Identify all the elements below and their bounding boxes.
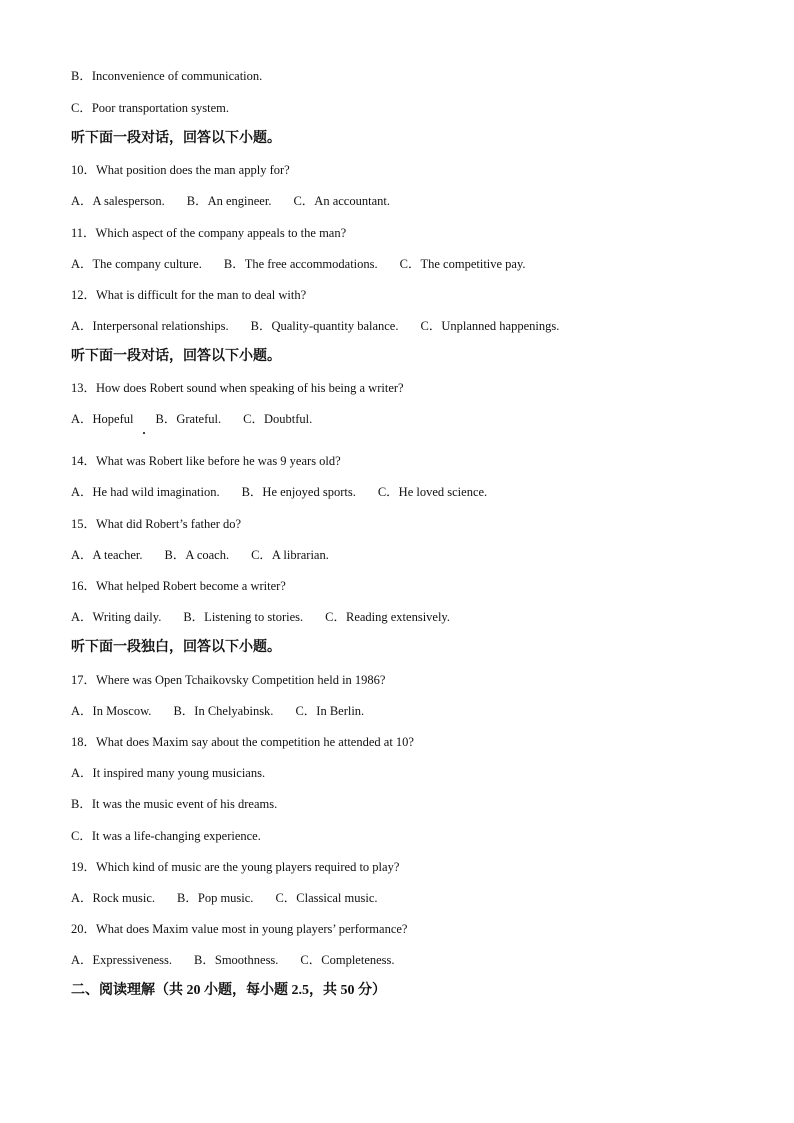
answer-options-row <box>71 256 774 272</box>
question-text: 14．What was Robert like before he was 9 years old? <box>71 454 341 468</box>
answer-option: A．Expressiveness. <box>71 953 173 967</box>
question-text: 18．What does Maxim say about the competition he attended at 10? <box>71 735 414 749</box>
answer-option: B．The free accommodations. <box>223 257 378 271</box>
answer-option: A．He had wild imagination. <box>71 485 220 499</box>
answer-options-row <box>71 609 774 625</box>
answer-option: B．He enjoyed sports. <box>241 485 356 499</box>
answer-option: A．The company culture. <box>71 257 202 271</box>
section-heading: 二、阅读理解（共 20 小题，每小题 2.5，共 50 分） <box>71 983 386 998</box>
answer-option: C．Completeness. <box>300 953 395 967</box>
section-heading: 听下面一段对话，回答以下小题。 <box>71 349 281 364</box>
answer-option: C．Doubtful. <box>243 412 313 426</box>
answer-option-line: A．It inspired many young musicians. <box>71 766 266 780</box>
answer-option: C．The competitive pay. <box>399 257 526 271</box>
answer-option: C．Reading extensively. <box>325 610 451 624</box>
question-text: 16．What helped Robert become a writer? <box>71 579 286 593</box>
answer-options-row <box>71 952 774 968</box>
answer-option: B．In Chelyabinsk. <box>173 704 274 718</box>
answer-option: B．Listening to stories. <box>183 610 304 624</box>
stray-dot-mark <box>143 432 145 434</box>
answer-option: A．Writing daily. <box>71 610 162 624</box>
answer-option: C．Unplanned happenings. <box>420 319 560 333</box>
section-heading: 听下面一段对话，回答以下小题。 <box>71 131 281 146</box>
answer-options-row <box>71 193 774 209</box>
answer-option: A．A teacher. <box>71 548 143 562</box>
question-text: 15．What did Robert’s father do? <box>71 517 242 531</box>
question-text: 19．Which kind of music are the young players required to play? <box>71 860 400 874</box>
answer-options-row <box>71 703 774 719</box>
answer-option: A．Rock music. <box>71 891 156 905</box>
answer-options-row <box>71 411 774 427</box>
question-text: 17．Where was Open Tchaikovsky Competition held in 1986? <box>71 673 386 687</box>
answer-options-row <box>71 547 774 563</box>
answer-option: A．Hopeful <box>71 412 134 426</box>
question-text: 13．How does Robert sound when speaking of his being a writer? <box>71 381 404 395</box>
answer-option: A．Interpersonal relationships. <box>71 319 229 333</box>
question-text: 20．What does Maxim value most in young players’ performance? <box>71 922 408 936</box>
question-text: 10．What position does the man apply for? <box>71 163 290 177</box>
answer-option: C．Classical music. <box>275 891 378 905</box>
answer-option-line: C．Poor transportation system. <box>71 101 229 115</box>
answer-option: A．A salesperson. <box>71 194 165 208</box>
answer-options-row <box>71 484 774 500</box>
answer-option: A．In Moscow. <box>71 704 152 718</box>
question-text: 11．Which aspect of the company appeals to the man? <box>71 226 347 240</box>
answer-option: B．Quality-quantity balance. <box>250 319 399 333</box>
answer-option-line: C．It was a life-changing experience. <box>71 829 261 843</box>
answer-options-row <box>71 318 774 334</box>
section-heading: 听下面一段独白，回答以下小题。 <box>71 640 281 655</box>
question-text: 12．What is difficult for the man to deal with? <box>71 288 307 302</box>
answer-option: B．Grateful. <box>155 412 222 426</box>
answer-option: B．A coach. <box>164 548 230 562</box>
answer-option: C．A librarian. <box>251 548 329 562</box>
answer-options-row <box>71 890 774 906</box>
answer-option: C．An accountant. <box>293 194 390 208</box>
answer-option: B．An engineer. <box>186 194 272 208</box>
answer-option: B．Smoothness. <box>194 953 279 967</box>
answer-option-line: B．It was the music event of his dreams. <box>71 797 278 811</box>
answer-option: C．In Berlin. <box>295 704 365 718</box>
answer-option-line: B．Inconvenience of communication. <box>71 69 263 83</box>
answer-option: C．He loved science. <box>377 485 488 499</box>
answer-option: B．Pop music. <box>177 891 254 905</box>
